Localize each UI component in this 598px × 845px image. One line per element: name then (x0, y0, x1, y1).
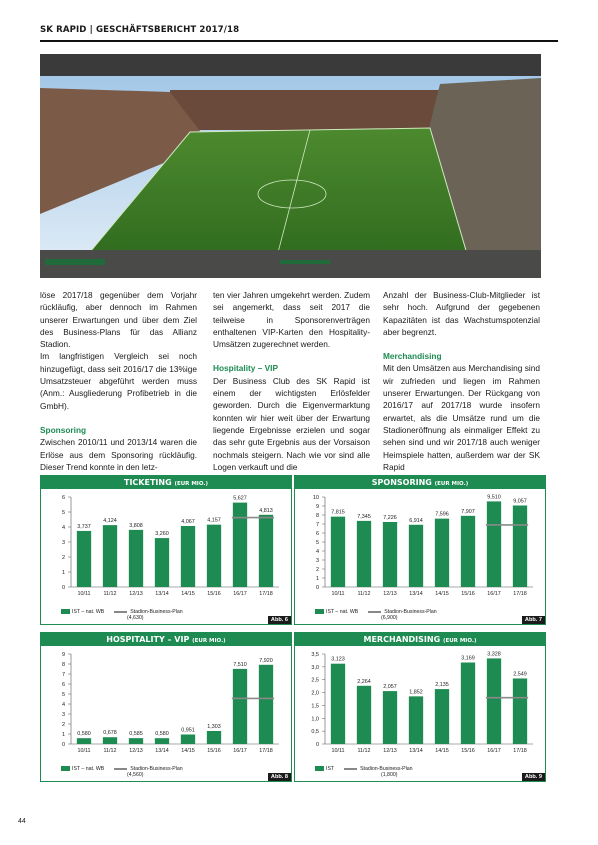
y-tick-label: 0 (61, 742, 65, 748)
legend-line-swatch (344, 768, 357, 770)
data-label: 4,124 (103, 518, 117, 525)
y-tick-label: 2,0 (311, 690, 319, 697)
x-tick-label: 12/13 (129, 591, 143, 597)
chart-legend (61, 609, 183, 621)
text-column-2 (213, 289, 370, 473)
bar (461, 663, 475, 744)
y-tick-label: 5 (61, 510, 65, 516)
bar (435, 689, 449, 744)
data-label: 7,345 (357, 513, 371, 520)
bar (487, 658, 501, 744)
paragraph: Zwischen 2010/11 und 2013/14 waren die Erlöse aus dem Sponsoring rückläufig. Dieser Trend konnte in den letz- (40, 437, 197, 472)
x-tick-label: 14/15 (181, 591, 195, 597)
legend-line-label: Stadion-Business-Plan (130, 766, 183, 772)
y-tick-label: 1 (61, 732, 65, 738)
legend-bar-swatch (315, 766, 324, 771)
y-tick-label: 6 (61, 495, 65, 501)
header-rule (40, 40, 558, 42)
legend-plan-value: (6,900) (381, 615, 398, 621)
section-heading-hospitality: Hospitality – VIP (213, 363, 279, 374)
stadium-photo (40, 54, 541, 278)
chart-title (41, 476, 291, 489)
y-tick-label: 10 (312, 495, 319, 501)
legend-bar-swatch (61, 609, 70, 614)
x-tick-label: 13/14 (409, 748, 423, 754)
legend-line-swatch (114, 611, 127, 613)
y-tick-label: 2 (61, 555, 65, 561)
x-tick-label: 17/18 (259, 748, 273, 754)
bar (129, 530, 143, 587)
y-tick-label: 9 (61, 652, 65, 658)
data-label: 1,852 (409, 689, 423, 696)
data-label: 3,169 (461, 655, 475, 662)
bar (181, 526, 195, 587)
y-tick-label: 9 (315, 504, 319, 510)
chart-legend (315, 609, 437, 621)
y-tick-label: 5 (315, 540, 319, 546)
chart-plot (41, 489, 291, 601)
y-tick-label: 2 (61, 722, 65, 728)
bar (233, 669, 247, 744)
paragraph: Im langfristigen Vergleich sei noch hinzugefügt, dass seit 2016/17 die 13%ige Umsatzsteuer abgeführt werden muss (Anm.: Ausgliederung Profibetrieb in die GmbH). (40, 351, 197, 411)
running-header: SK RAPID | GESCHÄFTSBERICHT 2017/18 (40, 25, 240, 35)
merchandising-chart (294, 632, 546, 782)
data-label: 0,580 (77, 731, 91, 738)
bar (233, 503, 247, 587)
x-tick-label: 15/16 (207, 591, 221, 597)
figure-number: Abb. 8 (268, 773, 291, 781)
y-tick-label: 5 (61, 692, 65, 698)
bar (103, 525, 117, 587)
data-label: 7,920 (259, 657, 273, 664)
data-label: 3,808 (129, 522, 143, 529)
bar (259, 665, 273, 744)
data-label: 2,549 (513, 671, 527, 678)
x-tick-label: 15/16 (207, 748, 221, 754)
data-label: 4,157 (207, 517, 221, 524)
x-tick-label: 17/18 (513, 591, 527, 597)
bar (487, 501, 501, 587)
x-tick-label: 13/14 (409, 591, 423, 597)
chart-title-text: SPONSORING (371, 478, 435, 487)
paragraph: ten vier Jahren umgekehrt werden. Zudem sei angemerkt, dass seit 2017 die teilweise in Sponsorenverträgen enthaltenen VIP-Karten den Hospitality-Umsätzen zugerechnet werden. (213, 290, 370, 350)
data-label: 7,815 (331, 509, 345, 516)
x-tick-label: 11/12 (103, 591, 117, 597)
data-label: 7,907 (461, 508, 475, 515)
legend-bar-swatch (61, 766, 70, 771)
bar (77, 531, 91, 587)
section-heading-merchandising: Merchandising (383, 351, 442, 362)
bar (331, 517, 345, 587)
paragraph: Anzahl der Business-Club-Mitglieder ist sehr hoch. Aufgrund der gegebenen Kapazitäten ist das Wachstumspotenzial aber begrenzt. (383, 290, 540, 337)
data-label: 2,057 (383, 684, 397, 691)
y-tick-label: 4 (315, 549, 319, 555)
y-tick-label: 1,5 (311, 703, 319, 710)
section-heading-sponsoring: Sponsoring (40, 424, 87, 435)
y-tick-label: 0 (315, 585, 319, 591)
x-tick-label: 16/17 (487, 591, 501, 597)
x-tick-label: 10/11 (77, 591, 91, 597)
legend-line-label: Stadion-Business-Plan (360, 766, 413, 772)
bar (181, 734, 195, 744)
paragraph: Der Business Club des SK Rapid ist einem der wichtigsten Erlösfelder geworden. Durch die Eigenvermarktung konnten wir hier weit über der Erwartung liegende Ergebnisse erzielen und sogar das sehr gute Ergebnis aus der Vorsaison nochmals steigern. Nach wie vor sind alle Logen verkauft und die (213, 375, 370, 472)
paragraph: löse 2017/18 gegenüber dem Vorjahr rückläufig, aber dennoch im Rahmen unserer Erwartungen und über dem Ziel des Business-Plans für das Allianz Stadion. (40, 290, 197, 350)
x-tick-label: 12/13 (129, 748, 143, 754)
bar (357, 521, 371, 587)
page-number: 44 (18, 818, 26, 825)
bar (435, 519, 449, 587)
x-tick-label: 17/18 (259, 591, 273, 597)
y-tick-label: 2,5 (311, 677, 319, 684)
y-tick-label: 4 (61, 702, 65, 708)
bar (357, 686, 371, 744)
legend-line-swatch (368, 611, 381, 613)
x-tick-label: 17/18 (513, 748, 527, 754)
data-label: 0,585 (129, 731, 143, 738)
figure-number: Abb. 9 (522, 773, 545, 781)
chart-title-text: TICKETING (123, 478, 175, 487)
y-tick-label: 4 (61, 525, 65, 531)
text-column-3 (383, 289, 540, 473)
legend-line-swatch (114, 768, 127, 770)
x-tick-label: 12/13 (383, 591, 397, 597)
y-tick-label: 7 (61, 672, 65, 678)
legend-plan-value: (4,630) (127, 615, 144, 621)
x-tick-label: 13/14 (155, 748, 169, 754)
bar (409, 696, 423, 744)
y-tick-label: 8 (61, 662, 65, 668)
data-label: 3,260 (155, 531, 169, 538)
chart-plot (41, 646, 291, 758)
bar (331, 664, 345, 744)
data-label: 7,596 (435, 511, 449, 518)
x-tick-label: 13/14 (155, 591, 169, 597)
x-tick-label: 15/16 (461, 591, 475, 597)
y-tick-label: 1 (315, 576, 319, 582)
chart-title (41, 633, 291, 646)
chart-legend (61, 766, 183, 778)
figure-number: Abb. 7 (522, 616, 545, 624)
chart-plot (295, 646, 545, 758)
chart-title-unit: (EUR MIO.) (174, 481, 209, 487)
chart-title (295, 476, 545, 489)
data-label: 7,510 (233, 661, 247, 668)
data-label: 0,951 (181, 727, 195, 734)
sponsoring-chart (294, 475, 546, 625)
x-tick-label: 10/11 (77, 748, 91, 754)
data-label: 2,135 (435, 682, 449, 689)
y-tick-label: 6 (315, 531, 319, 537)
paragraph: Mit den Umsätzen aus Merchandising sind wir zufrieden und liegen im Rahmen unserer Erwartungen. Der Rückgang von 2016/17 auf 2017/18 wurde insofern erwartet, als die Umsätze rund um die Stadioneröffnung als einmaliger Effekt zu sehen sind und wir 2017/18 auch weniger Heimspiele hatten, außerdem war der SK Rapid (383, 363, 540, 472)
data-label: 7,226 (383, 514, 397, 521)
y-tick-label: 0 (61, 585, 65, 591)
chart-legend (315, 766, 413, 778)
legend-plan-value: (1,800) (381, 772, 398, 778)
data-label: 9,057 (513, 498, 527, 505)
y-tick-label: 3 (61, 712, 65, 718)
data-label: 4,067 (181, 518, 195, 525)
y-tick-label: 1 (61, 570, 65, 576)
x-tick-label: 11/12 (103, 748, 117, 754)
bar (207, 731, 221, 744)
legend-bar-label: IST – nat. WB (72, 609, 105, 615)
hospitality-chart (40, 632, 292, 782)
data-label: 3,737 (77, 523, 91, 530)
x-tick-label: 16/17 (487, 748, 501, 754)
y-tick-label: 1,0 (311, 716, 319, 723)
x-tick-label: 12/13 (383, 748, 397, 754)
data-label: 5,627 (233, 495, 247, 502)
chart-title (295, 633, 545, 646)
bar (409, 525, 423, 587)
legend-bar-label: IST – nat. WB (326, 609, 359, 615)
y-tick-label: 3,5 (311, 652, 319, 658)
data-label: 0,580 (155, 731, 169, 738)
x-tick-label: 14/15 (435, 748, 449, 754)
data-label: 0,678 (103, 730, 117, 737)
legend-line-label: Stadion-Business-Plan (130, 609, 183, 615)
x-tick-label: 14/15 (435, 591, 449, 597)
bar (383, 522, 397, 587)
bar (129, 738, 143, 744)
y-tick-label: 0,5 (311, 729, 319, 736)
y-tick-label: 0 (315, 742, 319, 748)
bar (383, 691, 397, 744)
y-tick-label: 3 (61, 540, 65, 546)
bar (513, 505, 527, 587)
legend-plan-value: (4,560) (127, 772, 144, 778)
bar (259, 515, 273, 587)
chart-title-unit: (EUR MIO.) (192, 638, 226, 644)
data-label: 1,303 (207, 723, 221, 730)
chart-title-text: HOSPITALITY – VIP (106, 635, 193, 644)
y-tick-label: 8 (315, 513, 319, 519)
bar (155, 738, 169, 744)
bar (77, 738, 91, 744)
x-tick-label: 15/16 (461, 748, 475, 754)
data-label: 4,813 (259, 507, 273, 514)
bar (513, 678, 527, 744)
y-tick-label: 2 (315, 567, 319, 573)
x-tick-label: 14/15 (181, 748, 195, 754)
y-tick-label: 3 (315, 558, 319, 564)
chart-title-text: MERCHANDISING (363, 635, 443, 644)
chart-title-unit: (EUR MIO.) (442, 638, 477, 644)
data-label: 9,510 (487, 494, 501, 501)
bar (461, 516, 475, 587)
chart-title-unit: (EUR MIO.) (434, 481, 469, 487)
legend-bar-swatch (315, 609, 324, 614)
data-label: 6,914 (409, 517, 423, 524)
x-tick-label: 11/12 (357, 748, 371, 754)
x-tick-label: 16/17 (233, 591, 247, 597)
figure-number: Abb. 6 (268, 616, 291, 624)
data-label: 3,328 (487, 651, 501, 658)
legend-line-label: Stadion-Business-Plan (384, 609, 437, 615)
text-column-1 (40, 289, 197, 473)
legend-bar-label: IST – nat. WB (72, 766, 105, 772)
x-tick-label: 16/17 (233, 748, 247, 754)
ticketing-chart (40, 475, 292, 625)
data-label: 3,123 (331, 656, 345, 663)
y-tick-label: 3,0 (311, 664, 319, 671)
x-tick-label: 10/11 (331, 748, 345, 754)
x-tick-label: 10/11 (331, 591, 345, 597)
bar (103, 737, 117, 744)
x-tick-label: 11/12 (357, 591, 371, 597)
chart-plot (295, 489, 545, 601)
bar (155, 538, 169, 587)
legend-bar-label: IST (326, 766, 335, 772)
bar (207, 525, 221, 587)
y-tick-label: 6 (61, 682, 65, 688)
y-tick-label: 7 (315, 522, 319, 528)
data-label: 2,264 (357, 678, 371, 685)
